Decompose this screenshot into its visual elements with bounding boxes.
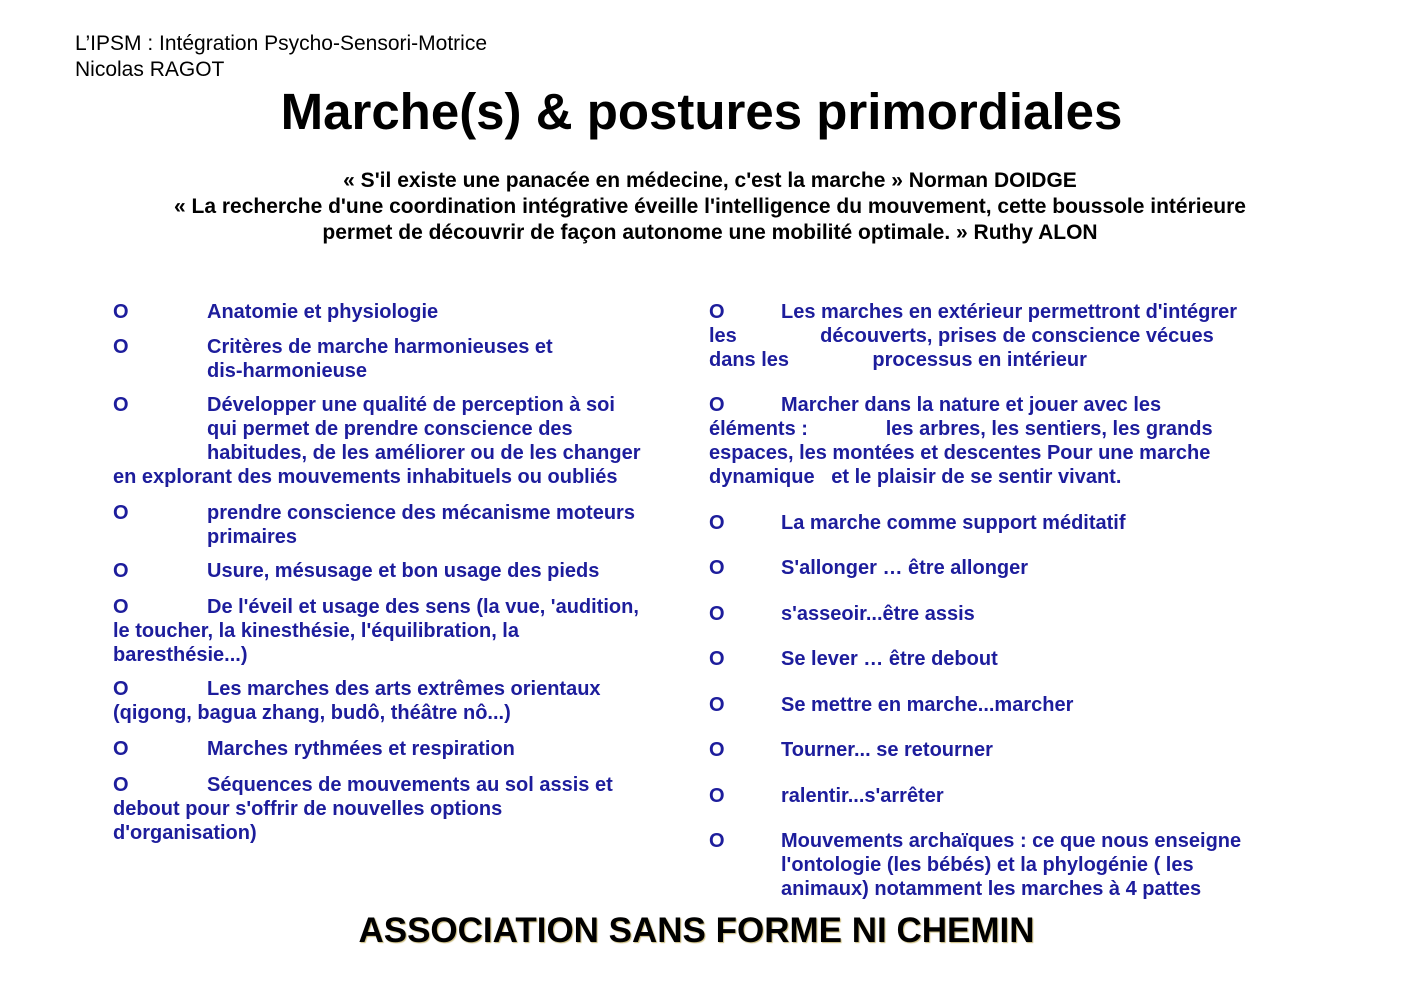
header-line-1: L’IPSM : Intégration Psycho-Sensori-Motrice (75, 32, 488, 55)
item-line: Séquences de mouvements au sol assis et (207, 774, 613, 796)
left-list-item (113, 677, 688, 725)
bullet-marker: O (113, 394, 129, 416)
bullet-marker: O (709, 603, 725, 625)
bullet-marker: O (113, 738, 129, 760)
left-list-item (113, 559, 688, 583)
item-line: (qigong, bagua zhang, budô, théâtre nô...) (113, 702, 511, 724)
item-line: d'organisation) (113, 822, 257, 844)
item-line: Tourner... se retourner (781, 739, 993, 761)
item-line: baresthésie...) (113, 644, 248, 666)
item-line: Usure, mésusage et bon usage des pieds (207, 560, 600, 582)
left-list-item (113, 737, 688, 761)
left-list-item (113, 393, 688, 489)
right-list-item (709, 738, 1329, 762)
item-line: Les marches des arts extrêmes orientaux (207, 678, 601, 700)
bullet-marker: O (709, 394, 725, 416)
left-list-item (113, 773, 688, 845)
right-list-item (709, 556, 1329, 580)
bullet-marker: O (709, 785, 725, 807)
item-line: animaux) notamment les marches à 4 pattes (781, 878, 1202, 900)
bullet-marker: O (709, 512, 725, 534)
page-title: Marche(s) & postures primordiales (280, 83, 1123, 140)
item-line: Les marches en extérieur permettront d'intégrer (781, 301, 1238, 323)
right-list-item (709, 300, 1329, 372)
bullet-marker: O (113, 336, 129, 358)
right-list-item (709, 602, 1329, 626)
bullet-marker: O (709, 301, 725, 323)
bullet-marker: O (709, 830, 725, 852)
left-list-item (113, 595, 688, 667)
item-line: dans les processus en intérieur (709, 349, 1087, 371)
item-line: l'ontologie (les bébés) et la phylogénie ( les (781, 854, 1194, 876)
footer-association: ASSOCIATION SANS FORME NI CHEMIN (358, 911, 1035, 950)
item-line: Anatomie et physiologie (207, 301, 439, 323)
item-line: primaires (207, 526, 298, 548)
quote-line-1: « S'il existe une panacée en médecine, c'est la marche » Norman DOIDGE (343, 169, 1077, 192)
bullet-marker: O (113, 560, 129, 582)
bullet-marker: O (113, 596, 129, 618)
item-line: prendre conscience des mécanisme moteurs (207, 502, 635, 524)
item-line: Développer une qualité de perception à soi (207, 394, 615, 416)
left-list-item (113, 300, 688, 324)
item-line: les découverts, prises de conscience vécues (709, 325, 1214, 347)
right-list-item (709, 393, 1329, 489)
item-line: s'asseoir...être assis (781, 603, 975, 625)
header-author: Nicolas RAGOT (75, 58, 225, 81)
bullet-marker: O (709, 648, 725, 670)
item-line: habitudes, de les améliorer ou de les changer (207, 442, 641, 464)
quote-line-2: « La recherche d'une coordination intégrative éveille l'intelligence du mouvement, cette boussole intérieure (174, 195, 1246, 218)
item-line: le toucher, la kinesthésie, l'équilibration, la (113, 620, 519, 642)
item-line: Se mettre en marche...marcher (781, 694, 1074, 716)
item-line: De l'éveil et usage des sens (la vue, 'audition, (207, 596, 639, 618)
item-line: S'allonger … être allonger (781, 557, 1029, 579)
item-line: Critères de marche harmonieuses et (207, 336, 553, 358)
bullet-marker: O (113, 502, 129, 524)
bullet-marker: O (113, 774, 129, 796)
item-line: dynamique et le plaisir de se sentir vivant. (709, 466, 1122, 488)
bullet-marker: O (709, 739, 725, 761)
item-line: éléments : les arbres, les sentiers, les grands (709, 418, 1213, 440)
right-list-item (709, 829, 1329, 901)
bullet-marker: O (113, 678, 129, 700)
item-line: espaces, les montées et descentes Pour une marche (709, 442, 1211, 464)
bullet-marker: O (709, 557, 725, 579)
item-line: Se lever … être debout (781, 648, 998, 670)
bullet-marker: O (113, 301, 129, 323)
right-list-item (709, 511, 1329, 535)
quote-line-3: permet de découvrir de façon autonome une mobilité optimale. » Ruthy ALON (322, 221, 1098, 244)
left-list-item (113, 335, 688, 383)
bullet-marker: O (709, 694, 725, 716)
item-line: debout pour s'offrir de nouvelles options (113, 798, 503, 820)
item-line: en explorant des mouvements inhabituels ou oubliés (113, 466, 618, 488)
left-list-item (113, 501, 688, 549)
item-line: Marcher dans la nature et jouer avec les (781, 394, 1162, 416)
item-line: ralentir...s'arrêter (781, 785, 944, 807)
right-list-item (709, 784, 1329, 808)
item-line: Marches rythmées et respiration (207, 738, 515, 760)
item-line: La marche comme support méditatif (781, 512, 1126, 534)
item-line: qui permet de prendre conscience des (207, 418, 573, 440)
right-list-item (709, 693, 1329, 717)
item-line: Mouvements archaïques : ce que nous enseigne (781, 830, 1242, 852)
item-line: dis-harmonieuse (207, 360, 368, 382)
right-list-item (709, 647, 1329, 671)
